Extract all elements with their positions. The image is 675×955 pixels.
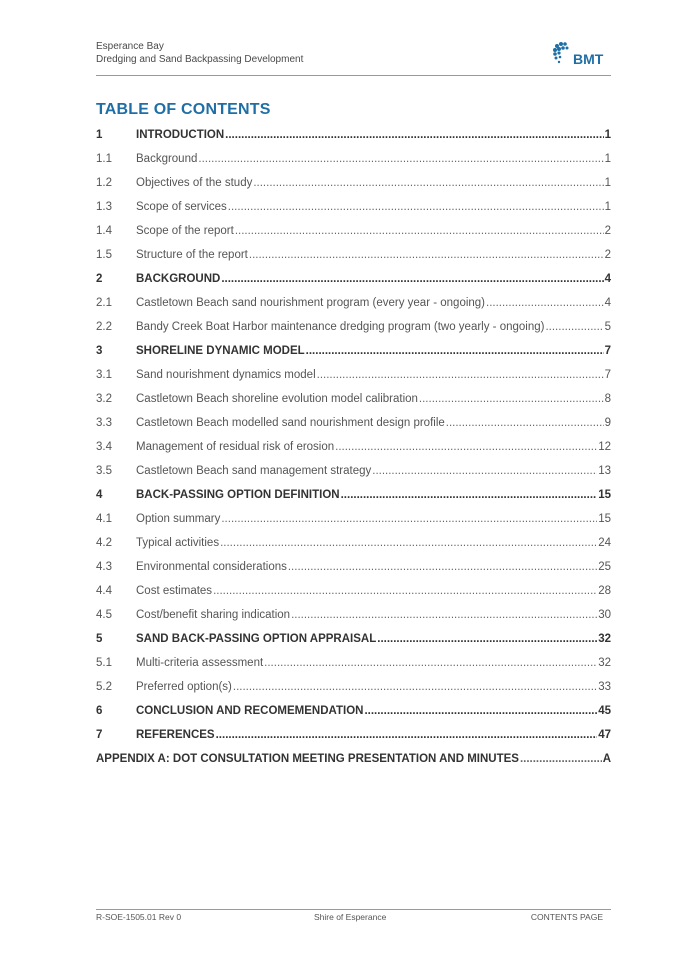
toc-entry-page: 25 [598,561,611,573]
footer-section: CONTENTS PAGE [530,912,603,922]
toc-leader-dots [221,513,597,525]
toc-leader-dots [213,585,597,597]
logo-text: BMT [573,51,604,67]
toc-entry-title: Option summary [136,513,221,525]
toc-entry-page: 12 [598,441,611,453]
toc-entry[interactable] [96,561,611,585]
toc-leader-dots [233,681,597,693]
toc-entry-title: BACK-PASSING OPTION DEFINITION [136,489,340,501]
toc-entry[interactable] [96,297,611,321]
toc-leader-dots [317,369,604,381]
globe-icon [553,42,569,63]
toc-entry[interactable] [96,657,611,681]
toc-leader-dots [288,561,597,573]
toc-entry-title: Sand nourishment dynamics model [136,369,316,381]
toc-entry[interactable] [96,537,611,561]
toc-entry[interactable] [96,465,611,489]
toc-leader-dots [419,393,604,405]
toc-entry-page: 1 [604,129,611,141]
toc-heading: TABLE OF CONTENTS [96,101,271,118]
toc-leader-dots [220,537,597,549]
toc-entry[interactable] [96,585,611,609]
toc-entry-number: 4.2 [96,537,112,549]
toc-entry-number: 4 [96,489,103,501]
toc-entry[interactable] [96,513,611,537]
toc-entry[interactable] [96,201,611,225]
toc-leader-dots [249,249,604,261]
toc-entry-number: 1.3 [96,201,112,213]
toc-leader-dots [372,465,597,477]
header-project-title: Esperance Bay [96,41,164,52]
toc-entry-title: Background [136,153,198,165]
toc-entry[interactable] [96,345,611,369]
toc-entry-title: Scope of services [136,201,227,213]
toc-leader-dots [235,225,604,237]
toc-entry-number: 3.3 [96,417,112,429]
toc-entry-title: Typical activities [136,537,220,549]
toc-entry-page: 1 [604,201,611,213]
toc-entry[interactable] [96,417,611,441]
toc-leader-dots [198,153,603,165]
toc-entry[interactable] [96,681,611,705]
toc-entry[interactable] [96,129,611,153]
toc-leader-dots [446,417,604,429]
toc-entry-page: 24 [598,537,611,549]
toc-entry[interactable] [96,705,611,729]
toc-entry-title: SHORELINE DYNAMIC MODEL [136,345,305,357]
toc-entry-number: 1.4 [96,225,112,237]
toc-entry-number: 2 [96,273,103,285]
toc-entry-title: Cost/benefit sharing indication [136,609,291,621]
toc-leader-dots [335,441,597,453]
toc-entry-title: Environmental considerations [136,561,287,573]
toc-entry-number: 1.5 [96,249,112,261]
toc-entry-number: 2.2 [96,321,112,333]
toc-entry[interactable] [96,489,611,513]
toc-entry-page: 1 [604,153,611,165]
toc-entry-title: Bandy Creek Boat Harbor maintenance dredging program (two yearly - ongoing) [136,321,545,333]
toc-leader-dots [216,729,598,741]
toc-entry-number: 2.1 [96,297,112,309]
toc-entry-page: 28 [598,585,611,597]
toc-entry-title: Castletown Beach sand nourishment program (every year - ongoing) [136,297,486,309]
toc-leader-dots [253,177,603,189]
toc-entry-number: 5 [96,633,103,645]
toc-entry[interactable] [96,729,611,753]
toc-entry-title: SAND BACK-PASSING OPTION APPRAISAL [136,633,377,645]
header-divider [96,75,611,76]
toc-entry-title: Castletown Beach shoreline evolution model calibration [136,393,418,405]
toc-appendix-title: APPENDIX A: DOT CONSULTATION MEETING PRESENTATION AND MINUTES [96,753,519,765]
toc-entry[interactable] [96,321,611,345]
toc-entry-number: 4.5 [96,609,112,621]
toc-entry[interactable] [96,249,611,273]
toc-leader-dots [377,633,597,645]
toc-entry-number: 3.5 [96,465,112,477]
footer-client: Shire of Esperance [314,912,387,922]
toc-entry-title: Scope of the report [136,225,234,237]
toc-leader-dots [228,201,604,213]
toc-entry-number: 4.1 [96,513,112,525]
bmt-logo [551,40,611,68]
toc-entry-page: 47 [598,729,611,741]
toc-entry-number: 7 [96,729,103,741]
toc-entry-number: 6 [96,705,103,717]
toc-entry-page: 30 [598,609,611,621]
toc-appendix-entry[interactable] [96,753,611,777]
toc-entry[interactable] [96,177,611,201]
footer-report-number: R-SOE-1505.01 Rev 0 [96,912,182,922]
toc-entry-title: Cost estimates [136,585,213,597]
toc-entry-page: 1 [604,177,611,189]
toc-entry-number: 5.2 [96,681,112,693]
toc-entry-page: 32 [598,657,611,669]
toc-entry-title: REFERENCES [136,729,215,741]
document-header [96,40,303,66]
toc-entry-page: 32 [598,633,611,645]
toc-entry[interactable] [96,441,611,465]
toc-entry[interactable] [96,369,611,393]
toc-entry-number: 1 [96,129,103,141]
toc-entry-title: Management of residual risk of erosion [136,441,335,453]
toc-entry-number: 3.4 [96,441,112,453]
toc-entry-title: Objectives of the study [136,177,253,189]
toc-entry-title: Multi-criteria assessment [136,657,264,669]
toc-entry-title: CONCLUSION AND RECOMEMENDATION [136,705,364,717]
toc-entry-page: 8 [604,393,611,405]
toc-leader-dots [341,489,598,501]
toc-leader-dots [486,297,604,309]
toc-entry[interactable] [96,633,611,657]
toc-entry-page: 2 [604,225,611,237]
toc-entry[interactable] [96,393,611,417]
toc-entry-number: 1.2 [96,177,112,189]
toc-entry-number: 1.1 [96,153,112,165]
toc-leader-dots [291,609,597,621]
toc-leader-dots [221,273,603,285]
toc-entry-number: 4.4 [96,585,112,597]
toc-entry-number: 3.1 [96,369,112,381]
toc-entry[interactable] [96,225,611,249]
toc-entry[interactable] [96,153,611,177]
toc-entry-title: Castletown Beach sand management strategy [136,465,372,477]
toc-entry-page: 15 [598,489,611,501]
toc-entry-page: 2 [604,249,611,261]
toc-leader-dots [545,321,603,333]
toc-entry-page: 15 [598,513,611,525]
toc-leader-dots [364,705,597,717]
toc-entry-page: 45 [598,705,611,717]
toc-entry[interactable] [96,273,611,297]
toc-entry-page: 7 [604,345,611,357]
toc-leader-dots [264,657,597,669]
toc-entry-title: Castletown Beach modelled sand nourishment design profile [136,417,445,429]
toc-leader-dots [520,753,602,765]
toc-entry-page: 33 [598,681,611,693]
toc-appendix-page: A [602,753,611,765]
toc-entry-page: 4 [604,273,611,285]
toc-entry-page: 4 [604,297,611,309]
header-project-subtitle: Dredging and Sand Backpassing Development [96,54,304,65]
toc-entry-number: 4.3 [96,561,112,573]
toc-leader-dots [225,129,603,141]
toc-entry-title: BACKGROUND [136,273,221,285]
footer-divider [96,909,611,910]
toc-entry-title: INTRODUCTION [136,129,225,141]
toc-entry-number: 5.1 [96,657,112,669]
toc-entry-title: Preferred option(s) [136,681,232,693]
toc-entry-number: 3 [96,345,103,357]
table-of-contents [96,129,611,777]
toc-entry[interactable] [96,609,611,633]
toc-entry-title: Structure of the report [136,249,248,261]
toc-entry-page: 13 [598,465,611,477]
toc-entry-number: 3.2 [96,393,112,405]
toc-leader-dots [306,345,604,357]
toc-entry-page: 9 [604,417,611,429]
toc-entry-page: 5 [604,321,611,333]
toc-entry-page: 7 [604,369,611,381]
